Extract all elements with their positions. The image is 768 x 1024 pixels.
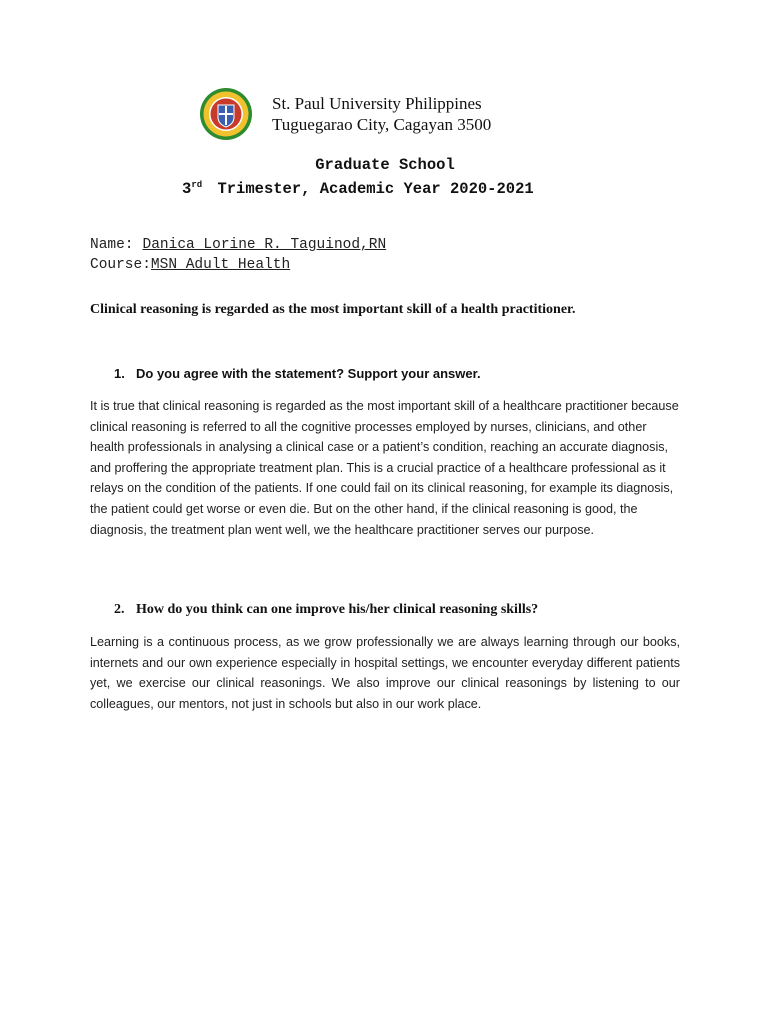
student-info xyxy=(90,235,386,275)
term-text: Trimester, Academic Year 2020-2021 xyxy=(217,180,534,198)
course-value: MSN Adult Health xyxy=(150,257,291,273)
university-address: Tuguegarao City, Cagayan 3500 xyxy=(272,115,492,134)
program-heading xyxy=(180,155,590,199)
school-name: Graduate School xyxy=(315,156,455,174)
question-2 xyxy=(114,602,714,618)
name-value: Danica Lorine R. Taguinod,RN xyxy=(142,237,387,253)
course-row xyxy=(90,255,386,275)
institution-header xyxy=(272,93,532,135)
question-1 xyxy=(114,366,714,381)
question-number: 1. xyxy=(114,366,125,381)
term-number: 3 xyxy=(182,180,192,198)
university-name: St. Paul University Philippines xyxy=(272,94,482,113)
prompt-statement: Clinical reasoning is regarded as the most important skill of a health practitioner. xyxy=(90,302,576,317)
term-line xyxy=(180,175,590,199)
answer-2: Learning is a continuous process, as we grow professionally we are always learning through our books, internets and our own experience especially in hospital settings, we encounter everyday different patients yet, we exercise our clinical reasonings. We also improve our clinical reasonings by listening to our colleagues, our mentors, not just in schools but also in our work place. xyxy=(90,635,680,711)
question-number: 2. xyxy=(114,602,125,617)
name-row xyxy=(90,235,386,255)
seal-shield xyxy=(218,105,234,127)
answer-1: It is true that clinical reasoning is regarded as the most important skill of a healthcare practitioner because clinical reasoning is referred to all the cognitive processes employed by nurses, clinicians, and other health professionals in analysing a clinical case or a patient’s condition, reaching an accurate diagnosis, and proffering the appropriate treatment plan. This is a crucial practice of a healthcare professional as it relays on the condition of the patients. If one could fail on its clinical reasoning, for example its diagnosis, the patient could get worse or even die. But on the other hand, if the clinical reasoning is good, the diagnosis, the treatment plan went well, we the healthcare practitioner serves our purpose. xyxy=(90,399,679,537)
name-label: Name: xyxy=(90,237,134,253)
question-text: How do you think can one improve his/her clinical reasoning skills? xyxy=(136,602,539,617)
university-seal-logo xyxy=(199,87,253,141)
question-text: Do you agree with the statement? Support your answer. xyxy=(136,366,481,381)
course-label: Course: xyxy=(90,257,151,273)
term-suffix: rd xyxy=(191,180,203,190)
